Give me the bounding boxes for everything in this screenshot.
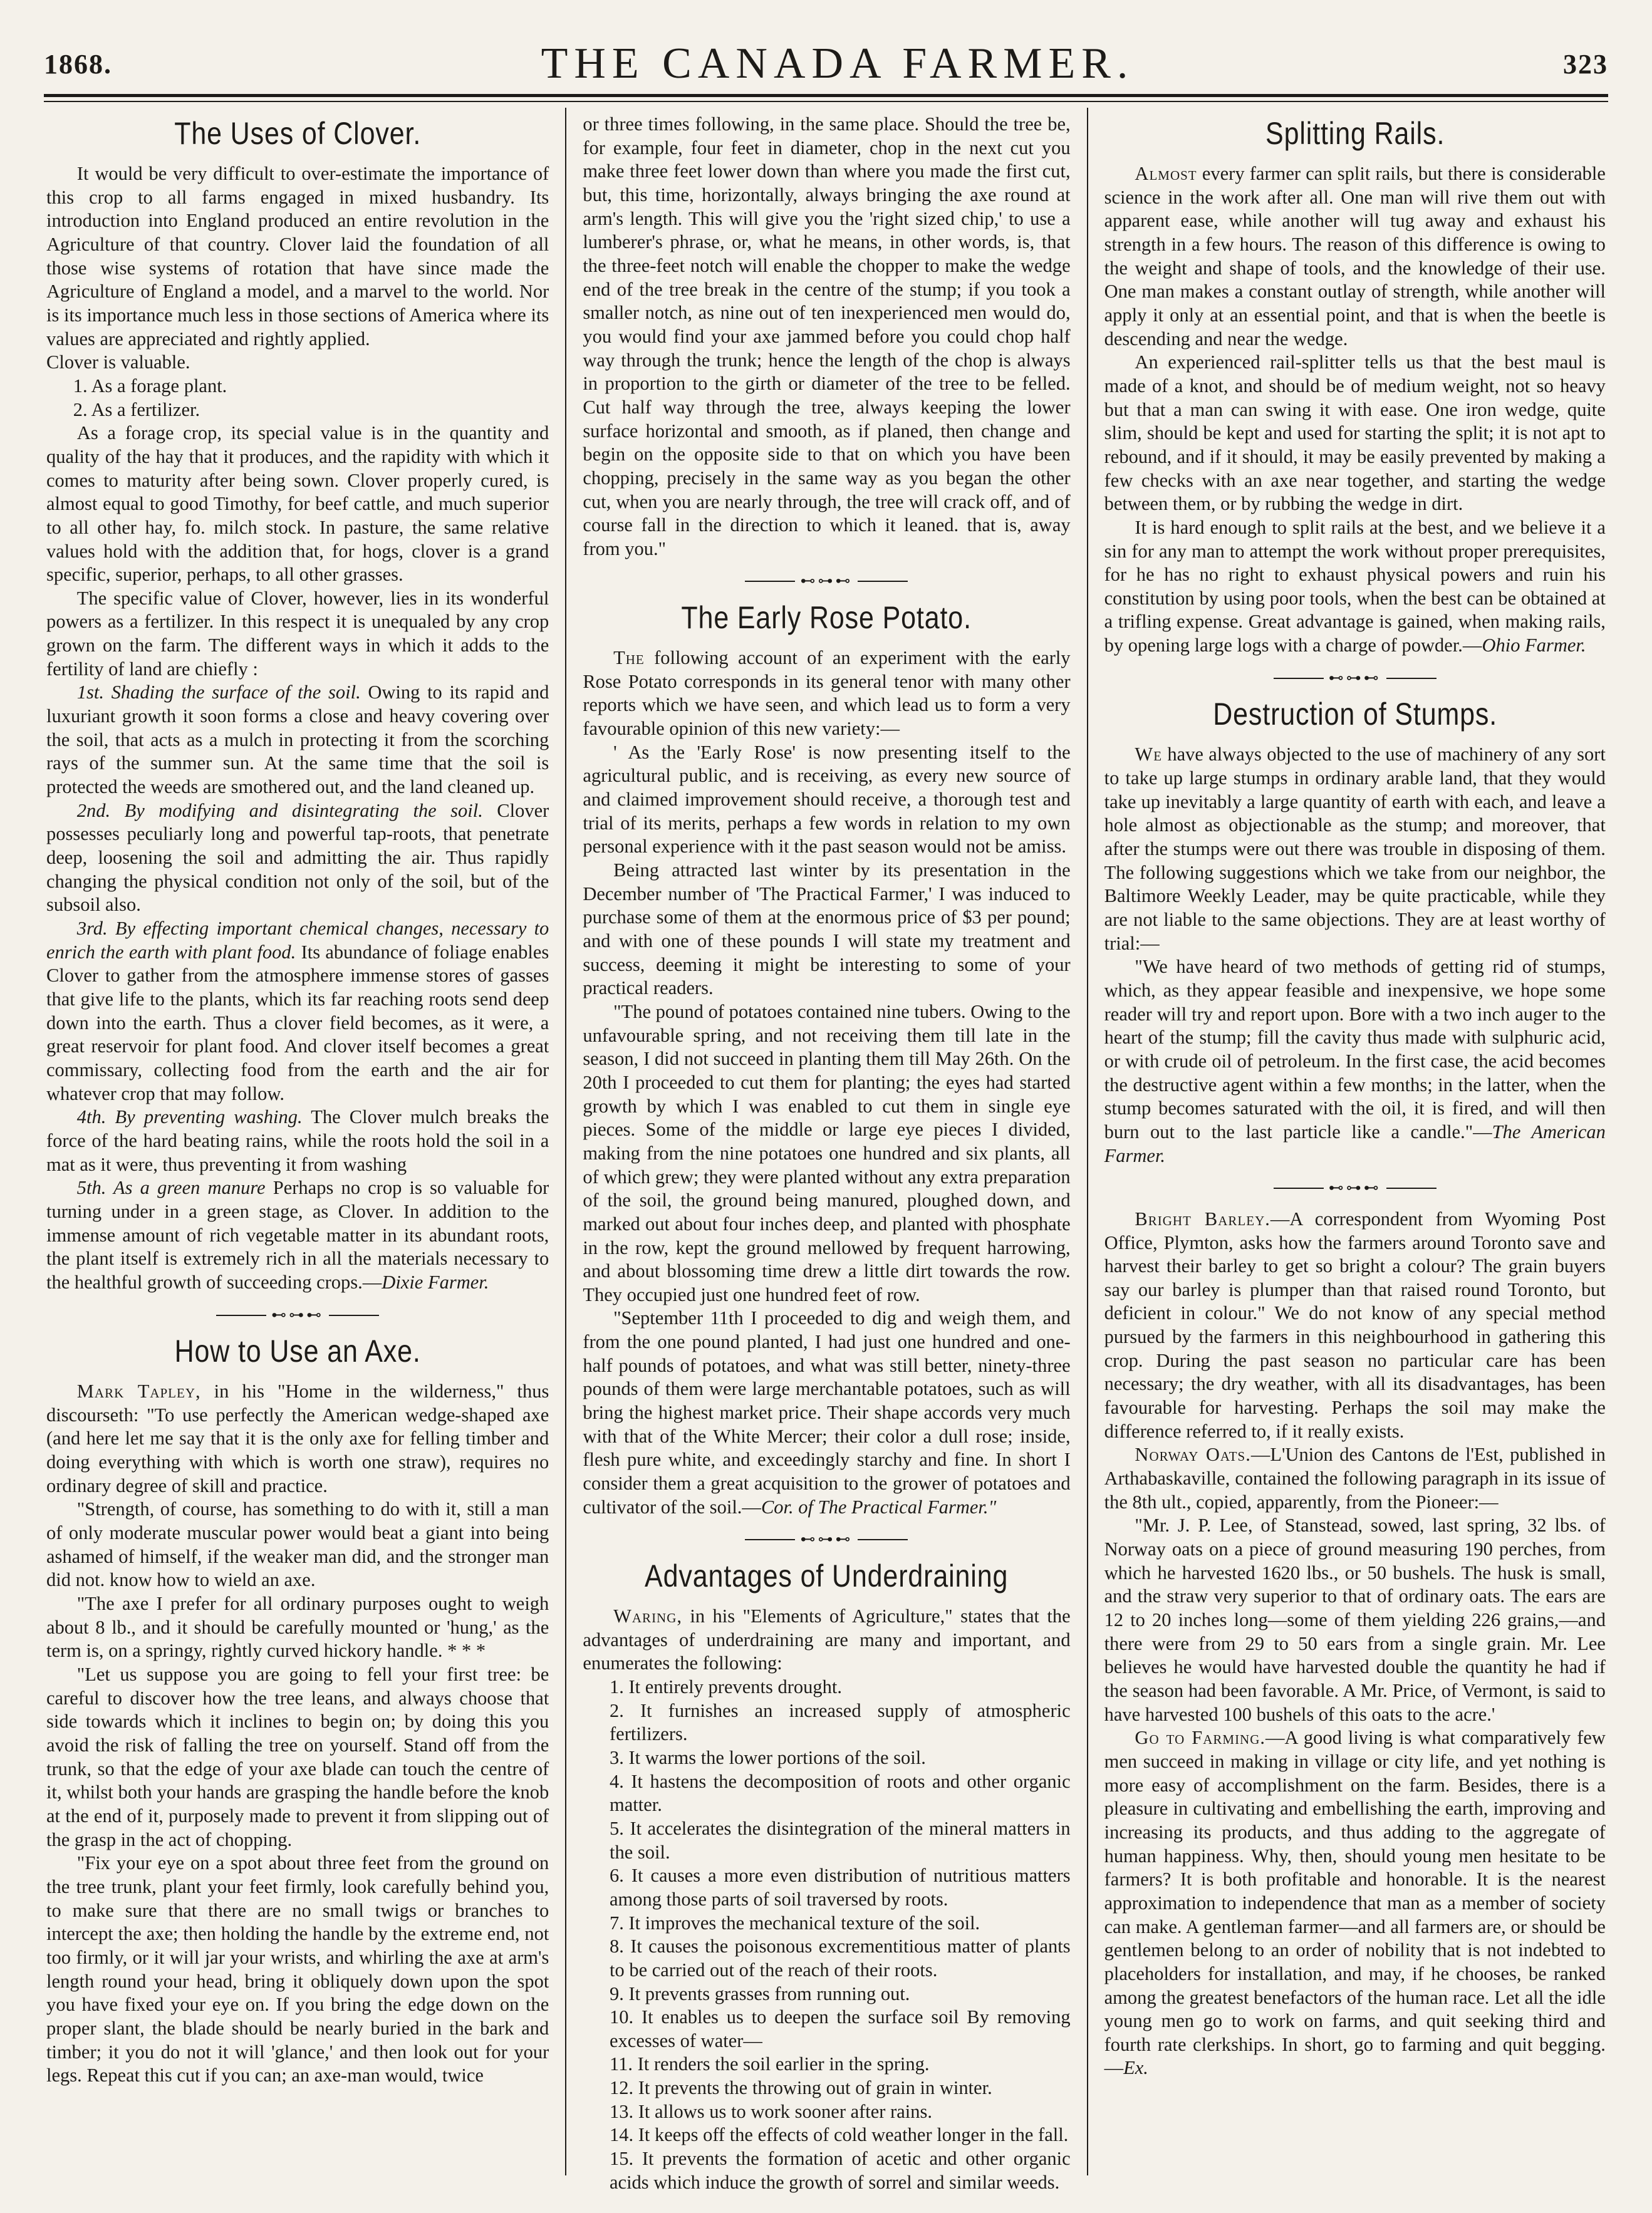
potato-source: Cor. of The Practical Farmer."	[761, 1496, 997, 1518]
clover-para-6-lead: 2nd. By modifying and disintegrating the soil.	[76, 799, 483, 821]
clover-para-7-text: Its abundance of foliage enables Clover to gather from the atmosphere immense stores of gasses that give life to the plants, which its far reaching roots send deep down into the earth. Thus a clover field becomes, as it were, a great reservoir for plant food. And clover itself becomes a great commissary, collecting food from the earth and the air for whatever crop that may follow.	[46, 941, 549, 1104]
rails-para-2: An experienced rail-splitter tells us that the best maul is made of a knot, and should be of medium weight, not so heavy but that a man can swing it with ease. One iron wedge, quite slim, should be kept and used for starting the split; it is not apt to rebound, and if it should, it may be easily prevented by making a few checks with an axe near together, and starting the wedge between them, or by rubbing the wedge in dirt.	[1104, 351, 1606, 515]
issue-year: 1868.	[44, 48, 112, 80]
stumps-para-1-text: have always objected to the use of machinery of any sort to take up large stumps in ordinary arable land, that they would take up inevitably a large quantity of earth with each, and leave a hole almost as objectionable as the stump; and moreover, that after the stumps were out there was trouble in disposing of them. The following suggestions which we take from our neighbor, the Baltimore Weekly Leader, may be quite practicable, while they are not liable to the same objections. They are at least worthy of trial:—	[1104, 744, 1606, 954]
axe-para-5: "Fix your eye on a spot about three feet from the ground on the tree trunk, plant your feet firmly, look carefully behind you, to make sure that there are no small twigs or branches to intercept the axe; then holding the handle by the extreme end, not too firmly, or it will jar your wrists, and whirling the axe at arm's length round your head, bring it obliquely down upon the spot you have fixed your eye on. If you bring the edge down on the proper slant, the blade should be nearly buried in the bark and timber; it you do not it will 'glance,' and then look out for your legs. Repeat this cut if you can; an axe-man would, twice	[46, 1852, 549, 2086]
stumps-lead: We	[1135, 744, 1163, 765]
axe-para-6: or three times following, in the same place. Should the tree be, for example, four feet in diameter, chop in the next cut you make three feet lower down than where you made the first cut, but, this time, horizontally, always bringing the axe round at arm's length. This will give you the 'right sized chip,' to use a lumberer's phrase, or, what he means, in other words, is, that the three-feet notch will enable the chopper to make the wedge end of the tree break in the centre of the stump; if you took a smaller notch, as nine out of ten inexperienced men would do, you would find your axe jammed before you could chop half way through the trunk; hence the length of the chop is always in proportion to the girth or diameter of the tree to be felled. Cut half way through the tree, always keeping the lower surface horizontal and smooth, as if planed, then change and begin on the opposite side to that on which you have been chopping, precisely in the same way as you began the other cut, when you are nearly through, the tree will crack off, and of course fall in the direction to which it leaned. that is, away from you."	[583, 113, 1071, 559]
column-right	[1087, 108, 1608, 2175]
list-item: 9. It prevents grasses from running out.	[610, 1982, 910, 2004]
clover-para-9	[46, 1176, 549, 1294]
list-item: 7. It improves the mechanical texture of the soil.	[610, 1912, 980, 1934]
column-left	[44, 108, 565, 2175]
underdraining-intro-text: in his "Elements of Agriculture," states that the advantages of underdraining are many and important, and enumerates the following:	[583, 1605, 1071, 1674]
list-item: 10. It enables us to deepen the surface soil By removing excesses of water—	[610, 2006, 1071, 2051]
stumps-para-2	[1104, 955, 1606, 1168]
section-divider: ⊷⊶⊷	[1104, 669, 1606, 688]
rails-para-1-text: every farmer can split rails, but there is considerable science in the work after all. One man will rive them out with apparent ease, while another will tug away and exhaust his strength in a few hours. The reason of this difference is owing to the weight and shape of tools, and the knowledge of their use. One man makes a constant outlay of strength, while another will apply it only at an essential point, and that is when the beetle is descending and near the wedge.	[1104, 163, 1606, 350]
oats-quote: "Mr. J. P. Lee, of Stanstead, sowed, last spring, 32 lbs. of Norway oats on a piece of ground measuring 190 perches, from which he harvested 1620 lbs., or 50 bushels. The husk is small, and the straw very superior to that of ordinary oats. The ears are 12 to 20 inches long—some of them yielding 226 grains,—and there were from 29 to 50 ears from a single grain. Mr. Lee believes he would have harvested double the quantity he had if the season had been favorable. A Mr. Price, of Vermont, is said to have harvested 100 bushels of this oats to the acre.'	[1104, 1515, 1606, 1725]
list-item: 5. It accelerates the disintegration of the mineral matters in the soil.	[610, 1817, 1071, 1863]
oats-lead: Norway Oats.	[1135, 1444, 1251, 1466]
column-middle	[565, 108, 1086, 2193]
potato-para-5	[583, 1307, 1070, 1519]
underdraining-author: Waring,	[613, 1605, 683, 1627]
oats-text: —L'Union des Cantons de l'Est, published in Arthabaskaville, contained the following paragraph in its issue of the 8th ult., copied, apparently, from the Pioneer:—	[1104, 1444, 1606, 1513]
axe-author: Mark Tapley,	[76, 1381, 201, 1402]
clover-para-8-lead: 4th. By preventing washing.	[76, 1106, 303, 1128]
clover-para-8-text: The Clover mulch breaks the force of the hard beating rains, while the roots hold the soil in a mat as it were, thus preventing it from washing	[46, 1106, 549, 1175]
axe-para-1-text: in his "Home in the wilderness," thus discourseth: "To use perfectly the American wedge-shaped axe (and here let me say that it is the only axe for felling timber and doing everything with which is worth one straw), requires no ordinary degree of skill and practice.	[46, 1381, 549, 1496]
farming-para	[1104, 1726, 1606, 2080]
section-divider: ⊷⊶⊷	[583, 1530, 1070, 1549]
potato-para-5-text: "September 11th I proceeded to dig and weigh them, and from the one pound planted, I had just one hundred and one-half pounds of potatoes, and what was still better, ninety-three pounds of them were large merchantable potatoes, such as will bring the highest market price. Their shape accords very much with that of the White Mercer; their color a dull rose; inside, flesh pure white, and exceedingly starchy and fine. In short I consider them a great acquisition to the grower of potatoes and cultivator of the soil.—	[583, 1307, 1071, 1518]
underdraining-intro	[583, 1605, 1070, 1676]
potato-para-1	[583, 646, 1070, 741]
clover-para-8	[46, 1106, 549, 1176]
stumps-para-2-text: "We have heard of two methods of getting rid of stumps, which, as they appear feasible and inexpensive, we hope some reader will try and report upon. Bore with a two inch auger to the heart of the stump; fill the cavity thus made with sulphuric acid, or with crude oil of petroleum. In the first case, the acid becomes the destructive agent within a few months; in the latter, when the stump becomes saturated with the oil, it is fired, and will then burn out to the last particle like a candle."—	[1104, 956, 1606, 1143]
section-divider: ⊷⊶⊷	[46, 1306, 549, 1325]
potato-para-1-text: following account of an experiment with the early Rose Potato corresponds in its general tenor with many other reports which we have seen, and which lead us to form a very favourable opinion of this new variety:—	[583, 647, 1071, 740]
clover-para-7	[46, 917, 549, 1106]
masthead	[44, 39, 1608, 89]
article-columns	[44, 108, 1608, 2193]
clover-para-3: As a forage crop, its special value is in the quantity and quality of the hay that it produces, and the rapidity with which it comes to maturity after being sown. Clover properly cured, is almost equal to good Timothy, for beef cattle, and much superior to all other hay, fo. milch stock. In pasture, the same relative values hold with the addition that, for hogs, clover is a grand specific, superior, perhaps, to all other grasses.	[46, 422, 549, 586]
list-item: 2. It furnishes an increased supply of atmospheric fertilizers.	[610, 1699, 1071, 1745]
clover-para-6	[46, 799, 549, 917]
rails-para-1	[1104, 162, 1606, 351]
rails-para-3-text: It is hard enough to split rails at the best, and we believe it a sin for any man to attempt the work without proper prerequisites, for he has no right to exhaust physical powers and ruin his constitution by using poor tools, when the best can be obtained at a trifling expense. Great advantage is gained, when making rails, by opening large logs with a charge of powder.—	[1104, 516, 1606, 656]
potato-para-3: Being attracted last winter by its presentation in the December number of 'The Practical Farmer,' I was induced to purchase some of them at the enormous price of $3 per pound; and with one of these pounds I will state my treatment and success, deeming it might be interesting to some of your practical readers.	[583, 859, 1071, 999]
clover-para-6-text: Clover possesses peculiarly long and powerful tap-roots, that penetrate deep, loosening the soil and admitting the air. Thus rapidly changing the physical condition not only of the soil, but of the subsoil also.	[46, 799, 549, 916]
list-item: 8. It causes the poisonous excrementitious matter of plants to be carried out of the reach of their roots.	[610, 1936, 1071, 1981]
potato-lead: The	[613, 647, 645, 669]
farming-lead: Go to Farming.	[1135, 1727, 1266, 1749]
axe-para-2: "Strength, of course, has something to do with it, still a man of only moderate muscular power would beat a giant into being ashamed of himself, if the weaker man did, and the stronger man did not. know how to wield an axe.	[46, 1498, 549, 1591]
list-item: 3. It warms the lower portions of the soil.	[610, 1746, 926, 1768]
clover-para-5-text: Owing to its rapid and luxuriant growth it soon forms a close and heavy covering over the soil, that acts as a mulch in protecting it from the scorching rays of the summer sun. At the same time that the soil is protected the weeds are smothered out, and the land cleaned up.	[46, 682, 549, 798]
farming-text: —A good living is what comparatively few men succeed in making in village or city life, and yet nothing is more easy of accomplishment on the farm. Besides, there is a pleasure in cultivating and embellishing the earth, improving and increasing its products, and thus adding to the aggregate of human happiness. Why, then, should young men hesitate to be farmers? It is both profitable and honorable. It is the nearest approximation to independence that man as a member of society can make. A gentleman farmer—and all farmers are, or should be gentlemen belong to an order of nobility that is not indebted to placeholders for installation, and may, if he chooses, be ranked among the greatest benefactors of the human race. Let all the idle young men go to work on farms, and quit seeking third and fourth rate clerkships. In short, go to farming and quit begging.—	[1104, 1727, 1606, 2079]
potato-title: The Early Rose Potato.	[681, 600, 972, 636]
oats-para	[1104, 1443, 1606, 1514]
clover-title: The Uses of Clover.	[174, 116, 422, 151]
clover-list-2: 2. As a fertilizer.	[73, 398, 200, 420]
rails-para-3	[1104, 516, 1606, 658]
clover-para-5-lead: 1st. Shading the surface of the soil.	[76, 682, 361, 703]
section-divider: ⊷⊶⊷	[583, 572, 1070, 591]
potato-para-4: "The pound of potatoes contained nine tubers. Owing to the unfavourable spring, and not receiving them till late in the season, I did not succeed in planting them till May 26th. On the 20th I proceeded to cut them for planting; the eyes had started growth by which I was enabled to cut them in single eye pieces. Some of the middle or large eye pieces I divided, making from the nine potatoes one hundred and six plants, all of which grew; they were planted without any extra preparation of the soil, the ground being manured, ploughed down, and marked out about four inches deep, and planted with phosphate in the row, kept the ground mellowed by frequent harrowing, and about blossoming time drew a little dirt towards the row. They occupied just one hundred feet of row.	[583, 1000, 1071, 1305]
list-item: 1. It entirely prevents drought.	[610, 1676, 842, 1697]
clover-para-2: Clover is valuable.	[46, 351, 190, 373]
masthead-rule	[44, 94, 1608, 102]
potato-para-2: ' As the 'Early Rose' is now presenting itself to the agricultural public, and is receiving, as every new source of and claimed improvement should receive, a thorough test and trial of its merits, perhaps a few words in relation to my own personal experience with it the past season would not be amiss.	[583, 741, 1071, 858]
stumps-para-1	[1104, 743, 1606, 955]
axe-para-3: "The axe I prefer for all ordinary purposes ought to weigh about 8 lb., and it should be carefully mounted or 'hung,' as the term is, on a springy, rightly curved hickory handle. * * *	[46, 1593, 549, 1662]
clover-para-4: The specific value of Clover, however, lies in its wonderful powers as a fertilizer. In this respect it is unequaled by any crop grown on the farm. The different ways in which it adds to the fertility of land are chiefly :	[46, 587, 549, 680]
rails-source: Ohio Farmer.	[1482, 635, 1586, 656]
clover-para-5	[46, 681, 549, 799]
clover-para-1: It would be very difficult to over-estimate the importance of this crop to all farms engaged in mixed husbandry. Its introduction into England produced an entire revolution in the Agriculture of that country. Clover laid the foundation of all those wise systems of rotation that have since made the Agriculture of England a model, and a marvel to the world. Nor is its importance much less in those sections of America where its values are appreciated and rightly applied.	[46, 163, 549, 350]
clover-para-9-text: Perhaps no crop is so valuable for turning under in a green stage, as Clover. In addition to the immense amount of rich vegetable matter in its abundant roots, the plant itself is extremely rich in all the materials necessary to the healthful growth of succeeding crops.—	[46, 1177, 549, 1293]
axe-title: How to Use an Axe.	[174, 1334, 421, 1369]
list-item: 4. It hastens the decomposition of roots and other organic matter.	[610, 1770, 1071, 1816]
underdraining-list	[583, 1676, 1070, 2194]
list-item: 11. It renders the soil earlier in the spring.	[610, 2053, 930, 2075]
barley-para	[1104, 1208, 1606, 1444]
stumps-source: The American Farmer.	[1104, 1121, 1606, 1166]
underdraining-title: Advantages of Underdraining	[645, 1558, 1009, 1594]
clover-source: Dixie Farmer.	[382, 1271, 489, 1293]
barley-lead: Bright Barley.	[1135, 1208, 1270, 1230]
list-item: 15. It prevents the formation of acetic and other organic acids which induce the growth of sorrel and similar weeds.	[610, 2148, 1071, 2193]
list-item: 14. It keeps off the effects of cold weather longer in the fall.	[610, 2124, 1069, 2146]
axe-para-1	[46, 1380, 549, 1498]
section-divider: ⊷⊶⊷	[1104, 1179, 1606, 1198]
clover-para-7-lead: 3rd. By effecting important chemical changes, necessary to enrich the earth with plant food.	[46, 918, 549, 963]
page-number: 323	[1562, 48, 1608, 80]
list-item: 12. It prevents the throwing out of grain in winter.	[610, 2077, 992, 2099]
barley-text: —A correspondent from Wyoming Post Office, Plymton, asks how the farmers around Toronto save and harvest their barley to get so bright a colour? The grain buyers say our barley is plumper than that raised round Toronto, but deficient in colour." We do not know of any special method pursued by the farmers in this neighbourhood in gathering this crop. During the past season no particular care has been necessary; the dry weather, with all its disadvantages, has been favourable for harvesting. Perhaps the soil may make the difference referred to, if it really exists.	[1104, 1208, 1606, 1442]
axe-para-4: "Let us suppose you are going to fell your first tree: be careful to discover how the tree leans, and always choose that side towards which it inclines to begin on; by doing this you avoid the risk of falling the tree on yourself. Stand off from the trunk, so that the edge of your axe blade can touch the centre of it, whilst both your hands are grasping the handle before the knob at the end of it, purposely made to prevent it from slipping out of the grasp in the act of chopping.	[46, 1664, 549, 1850]
stumps-title: Destruction of Stumps.	[1212, 697, 1497, 732]
paper-title: THE CANADA FARMER.	[541, 39, 1135, 88]
list-item: 6. It causes a more even distribution of nutritious matters among those parts of soil traversed by roots.	[610, 1865, 1071, 1910]
clover-list-1: 1. As a forage plant.	[73, 375, 227, 396]
list-item: 13. It allows us to work sooner after rains.	[610, 2100, 933, 2122]
farming-source: Ex.	[1123, 2057, 1148, 2079]
rails-lead: Almost	[1135, 163, 1197, 184]
clover-para-9-lead: 5th. As a green manure	[76, 1177, 266, 1199]
rails-title: Splitting Rails.	[1265, 116, 1445, 151]
